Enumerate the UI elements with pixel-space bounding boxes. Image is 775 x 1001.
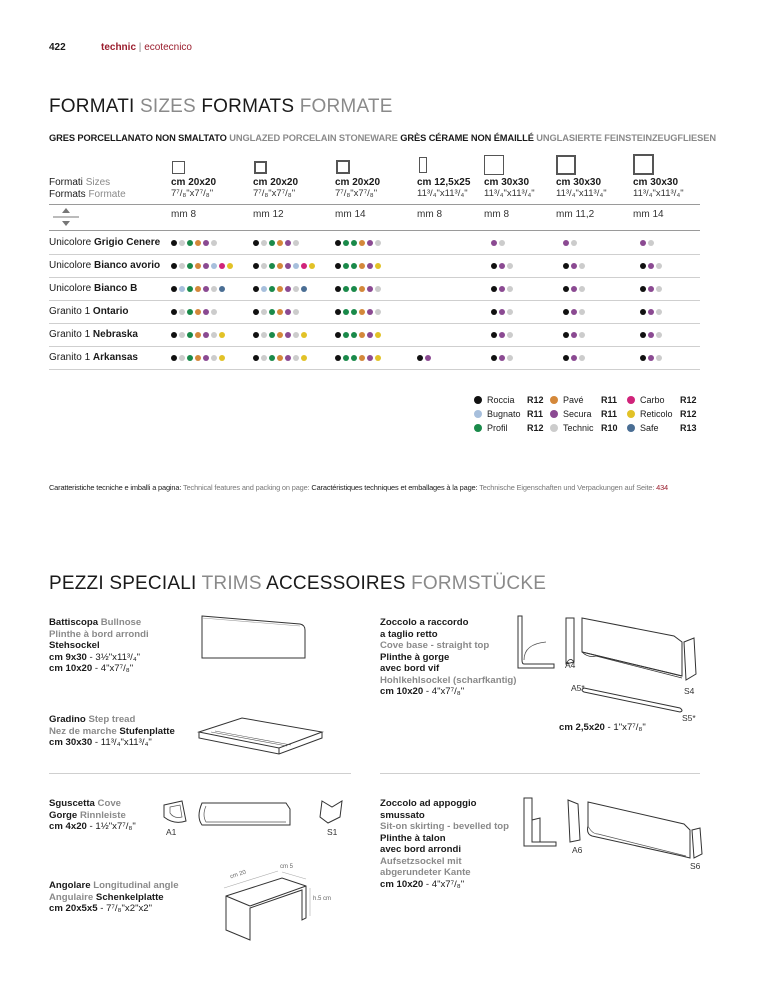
swatch-20x20-14 [336, 160, 350, 174]
finish-dot [563, 263, 569, 269]
longitudinal-angle-drawing [222, 870, 312, 942]
swatch-20x20-8 [172, 161, 185, 174]
finish-dots [640, 355, 662, 361]
finish-dots [171, 263, 233, 269]
finish-dots [640, 286, 662, 292]
finish-dot [179, 286, 185, 292]
finish-dot [359, 286, 365, 292]
finish-dot [640, 263, 646, 269]
row-divider [49, 346, 700, 347]
finish-dot [179, 309, 185, 315]
finish-dot [507, 355, 513, 361]
finish-dot [499, 286, 505, 292]
finish-dot [550, 396, 558, 404]
finish-dot [571, 355, 577, 361]
legend-item: Roccia R12 [474, 393, 544, 407]
code-a6: A6 [572, 845, 583, 855]
finish-dot [301, 263, 307, 269]
swatch-30x30-11 [556, 155, 576, 175]
finish-dot [309, 263, 315, 269]
format-column: cm 20x20 7⁷/₈"x7⁷/₈" mm 8 [171, 177, 217, 220]
finish-dot [491, 355, 497, 361]
finish-dot [187, 309, 193, 315]
trims-title: PEZZI SPECIALI TRIMS ACCESSOIRES FORMSTÜCKE [49, 573, 547, 594]
finish-dot [253, 355, 259, 361]
finish-dots [253, 355, 307, 361]
table-divider [49, 230, 700, 231]
finish-dots [491, 309, 513, 315]
finish-dot [195, 286, 201, 292]
finish-dot [219, 263, 225, 269]
finish-dot [203, 332, 209, 338]
finish-dots [563, 263, 585, 269]
finish-dot [277, 332, 283, 338]
finish-dot [499, 309, 505, 315]
finish-dots [335, 240, 381, 246]
finish-dot [293, 332, 299, 338]
step-tread-drawing [197, 710, 325, 760]
finish-dot [187, 355, 193, 361]
finish-dot [507, 332, 513, 338]
code-s5: S5* [682, 713, 696, 723]
finish-dots [253, 240, 299, 246]
finish-dot [261, 240, 267, 246]
finish-dot [563, 309, 569, 315]
finish-dot [563, 240, 569, 246]
finish-dot [301, 355, 307, 361]
format-column: cm 20x20 7⁷/₈"x7⁷/₈" mm 14 [335, 177, 381, 220]
finish-dots [563, 355, 585, 361]
finish-dot [301, 286, 307, 292]
finish-dot [474, 396, 482, 404]
finish-dot [195, 240, 201, 246]
finish-dot [269, 263, 275, 269]
finish-dot [179, 332, 185, 338]
finish-dot [571, 240, 577, 246]
finish-dot [563, 332, 569, 338]
finish-dots [563, 332, 585, 338]
legend-col-3 [627, 393, 697, 435]
finish-dots [640, 309, 662, 315]
finish-dots [253, 263, 315, 269]
swatch-30x30-8 [484, 155, 504, 175]
finish-dots [640, 240, 654, 246]
format-column: cm 20x20 7⁷/₈"x7⁷/₈" mm 12 [253, 177, 299, 220]
legend-item: Secura R11 [550, 407, 618, 421]
finish-dot [507, 286, 513, 292]
finish-dot [187, 263, 193, 269]
finish-dots [253, 332, 307, 338]
finish-dot [277, 286, 283, 292]
finish-dot [269, 355, 275, 361]
finish-dots [335, 286, 381, 292]
finish-dot [571, 309, 577, 315]
finish-dot [648, 240, 654, 246]
finish-dot [211, 240, 217, 246]
finish-dot [656, 309, 662, 315]
finish-dot [171, 263, 177, 269]
finish-dot [375, 263, 381, 269]
finish-dot [648, 355, 654, 361]
table-divider [49, 369, 700, 370]
finish-dot [269, 309, 275, 315]
finish-dot [359, 263, 365, 269]
finish-dot [417, 355, 423, 361]
finish-dot [171, 286, 177, 292]
finish-dot [425, 355, 431, 361]
technical-footnote: Caratteristiche tecniche e imballi a pagina: Technical features and packing on page: Caractéristiques techniques et emballages à la page: Technische Eigenschaften und Verpackungen auf Seite: 434 [49, 483, 669, 492]
cove-base-text: Zoccolo a raccordo a taglio retto Cove base - straight top Plinthe à gorge avec bord vif Hohlkehlsockel (scharfkantig) cm 10x20 - 4"x7⁷/₈" [380, 617, 517, 697]
finish-dot [293, 240, 299, 246]
finish-dot [474, 424, 482, 432]
row-divider [49, 277, 700, 278]
finish-dot [351, 286, 357, 292]
bullnose-drawing [198, 614, 308, 660]
finish-dot [563, 286, 569, 292]
finish-dot [219, 286, 225, 292]
swatch-12x25-8 [419, 157, 427, 173]
finish-dot [640, 286, 646, 292]
finish-dots [417, 355, 431, 361]
finish-dot [579, 332, 585, 338]
finish-dot [579, 355, 585, 361]
finish-dot [187, 332, 193, 338]
finish-dot [656, 286, 662, 292]
finish-dot [277, 355, 283, 361]
finish-dot [648, 286, 654, 292]
finish-dot [211, 309, 217, 315]
finish-dots [563, 309, 585, 315]
finish-dot [171, 355, 177, 361]
bullnose-text: Battiscopa Bullnose Plinthe à bord arrondi Stehsockel cm 9x30 - 3½"x11³/₄" cm 10x20 - 4"x7⁷/₈" [49, 617, 149, 674]
formats-title: FORMATI SIZES FORMATS FORMATE [49, 96, 393, 117]
finish-dot [375, 286, 381, 292]
finish-dot [171, 309, 177, 315]
legend-item: Technic R10 [550, 421, 618, 435]
finish-dot [375, 355, 381, 361]
finish-dot [499, 240, 505, 246]
finish-dot [269, 286, 275, 292]
finish-dot [203, 240, 209, 246]
row-divider [49, 323, 700, 324]
sit-on-skirting-text: Zoccolo ad appoggio smussato Sit-on skirting - bevelled top Plinthe à talon avec bord arrondi Aufsetzsockel mit abgerundeter Kante cm 10x20 - 4"x7⁷/₈" [380, 798, 509, 890]
legend-item: Carbo R12 [627, 393, 697, 407]
finish-dots [171, 309, 217, 315]
finish-dot [359, 332, 365, 338]
finish-dot [277, 263, 283, 269]
finish-dot [253, 309, 259, 315]
finish-dot [253, 286, 259, 292]
finish-dot [474, 410, 482, 418]
finish-dot [640, 355, 646, 361]
finish-dot [285, 332, 291, 338]
finish-dot [293, 309, 299, 315]
cove-text: Sguscetta Cove Gorge Rinnleiste cm 4x20 - 1½"x7⁷/₈" [49, 798, 136, 832]
finish-dot [203, 286, 209, 292]
finish-dot [343, 286, 349, 292]
finish-dot [211, 355, 217, 361]
finish-dot [293, 286, 299, 292]
finish-dot [179, 355, 185, 361]
sizes-header-label: Formati Sizes Formats Formate [49, 177, 126, 200]
code-a5: A5* [571, 683, 585, 693]
finish-dots [491, 355, 513, 361]
finish-dot [656, 263, 662, 269]
finish-dot [203, 355, 209, 361]
finish-dots [171, 286, 225, 292]
finish-dot [499, 355, 505, 361]
finish-dot [269, 332, 275, 338]
finish-dot [227, 263, 233, 269]
step-tread-text: Gradino Step tread Nez de marche Stufenplatte cm 30x30 - 11³/₄"x11³/₄" [49, 714, 175, 748]
finish-dots [335, 263, 381, 269]
finish-dot [491, 240, 497, 246]
finish-dots [640, 263, 662, 269]
finish-dot [491, 332, 497, 338]
thickness-icon [53, 208, 79, 226]
finish-dots [253, 286, 307, 292]
finish-dot [203, 263, 209, 269]
finish-dot [343, 309, 349, 315]
finish-dot [571, 263, 577, 269]
row-divider [49, 300, 700, 301]
finish-dot [367, 286, 373, 292]
finish-dot [253, 240, 259, 246]
finish-dot [656, 332, 662, 338]
section-divider [380, 773, 700, 774]
finish-dot [261, 309, 267, 315]
finish-dot [351, 263, 357, 269]
finish-dot [195, 355, 201, 361]
finish-dot [550, 410, 558, 418]
swatch-30x30-14 [633, 154, 654, 175]
finish-dot [343, 332, 349, 338]
finish-dot [253, 263, 259, 269]
finish-dot [351, 309, 357, 315]
finish-dot [277, 240, 283, 246]
finish-dot [203, 309, 209, 315]
page-number: 422 [49, 42, 66, 53]
finish-dot [648, 263, 654, 269]
finish-dot [335, 240, 341, 246]
legend-item: Reticolo R12 [627, 407, 697, 421]
finish-dot [627, 424, 635, 432]
finish-dot [293, 355, 299, 361]
finish-dots [335, 355, 381, 361]
format-column: cm 12,5x25 11³/₄"x11³/₄" mm 8 [417, 177, 471, 220]
finish-dot [367, 355, 373, 361]
finish-dot [359, 355, 365, 361]
code-a4: A4 [565, 660, 576, 670]
finish-dot [219, 355, 225, 361]
finish-dot [211, 286, 217, 292]
table-divider [49, 204, 700, 205]
finish-dot [335, 355, 341, 361]
finish-dot [343, 240, 349, 246]
strip-size-text: cm 2,5x20 - 1"x7⁷/₈" [559, 722, 646, 733]
finish-dot [171, 332, 177, 338]
format-column: cm 30x30 11³/₄"x11³/₄" mm 14 [633, 177, 684, 220]
finish-dot [491, 309, 497, 315]
finish-dot [375, 309, 381, 315]
product-name: Unicolore Bianco B [49, 283, 138, 294]
finish-dot [261, 286, 267, 292]
finish-dot [335, 286, 341, 292]
finish-dot [579, 263, 585, 269]
finish-dots [491, 332, 513, 338]
finish-dots [171, 240, 217, 246]
finish-dot [219, 332, 225, 338]
legend-item: Safe R13 [627, 421, 697, 435]
longitudinal-angle-text: Angolare Longitudinal angle Angulaire Schenkelplatte cm 20x5x5 - 7⁷/₈"x2"x2" [49, 880, 179, 914]
sit-on-skirting-drawing [522, 796, 712, 864]
finish-dot [187, 240, 193, 246]
finish-dot [571, 286, 577, 292]
finish-dot [507, 309, 513, 315]
finish-dots [171, 332, 225, 338]
finish-dot [550, 424, 558, 432]
finish-dot [269, 240, 275, 246]
finish-dots [253, 309, 299, 315]
finish-dot [335, 309, 341, 315]
finish-dot [351, 332, 357, 338]
finish-dot [640, 309, 646, 315]
finish-dot [195, 263, 201, 269]
finish-dot [285, 240, 291, 246]
finish-dot [367, 309, 373, 315]
product-name: Granito 1 Ontario [49, 306, 129, 317]
finish-dot [261, 332, 267, 338]
finish-dot [171, 240, 177, 246]
swatch-20x20-12 [254, 161, 267, 174]
finish-dot [627, 396, 635, 404]
legend-col-1 [474, 393, 544, 435]
finish-dot [335, 332, 341, 338]
finish-dot [335, 263, 341, 269]
finish-dot [507, 263, 513, 269]
finish-dot [301, 332, 307, 338]
finish-dot [367, 263, 373, 269]
finish-dot [491, 263, 497, 269]
finish-dot [571, 332, 577, 338]
code-s6: S6 [690, 861, 701, 871]
finish-dots [563, 286, 585, 292]
finish-dots [563, 240, 577, 246]
finish-dots [640, 332, 662, 338]
finish-dot [499, 263, 505, 269]
product-name: Unicolore Bianco avorio [49, 260, 161, 271]
product-name: Granito 1 Nebraska [49, 329, 138, 340]
dim-width: cm 5 [280, 864, 294, 870]
cove-drawing [160, 797, 350, 833]
finish-dot [359, 240, 365, 246]
finish-dot [285, 263, 291, 269]
finish-dot [579, 309, 585, 315]
finish-dot [285, 286, 291, 292]
format-column: cm 30x30 11³/₄"x11³/₄" mm 8 [484, 177, 535, 220]
finish-dot [563, 355, 569, 361]
finish-dot [277, 309, 283, 315]
legend-item: Profil R12 [474, 421, 544, 435]
finish-dot [261, 263, 267, 269]
finish-dot [261, 355, 267, 361]
finish-dot [195, 332, 201, 338]
formats-subtitle: GRES PORCELLANATO NON SMALTATO UNGLAZED PORCELAIN STONEWARE GRÈS CÉRAME NON ÉMAILLÉ UNGLASIERTE FEINSTEINZEUGFLIESEN [49, 133, 716, 143]
finish-dot [179, 240, 185, 246]
finish-dot [367, 332, 373, 338]
finish-dot [351, 355, 357, 361]
finish-dots [491, 286, 513, 292]
format-column: cm 30x30 11³/₄"x11³/₄" mm 11,2 [556, 177, 607, 220]
code-s1: S1 [327, 827, 338, 837]
finish-dot [375, 240, 381, 246]
legend-item: Bugnato R11 [474, 407, 544, 421]
product-name: Granito 1 Arkansas [49, 352, 138, 363]
dim-height: h.5 cm [313, 896, 332, 902]
finish-dot [648, 332, 654, 338]
finish-dot [195, 309, 201, 315]
legend-item: Pavé R11 [550, 393, 618, 407]
finish-dot [579, 286, 585, 292]
finish-dots [491, 240, 505, 246]
finish-dot [351, 240, 357, 246]
finish-dot [253, 332, 259, 338]
finish-dot [640, 240, 646, 246]
code-a1: A1 [166, 827, 177, 837]
finish-dots [491, 263, 513, 269]
finish-dot [648, 309, 654, 315]
finish-dots [171, 355, 225, 361]
finish-dot [211, 332, 217, 338]
finish-dot [285, 355, 291, 361]
finish-dot [187, 286, 193, 292]
finish-dot [293, 263, 299, 269]
finish-dot [656, 355, 662, 361]
finish-dot [367, 240, 373, 246]
product-name: Unicolore Grigio Cenere [49, 237, 161, 248]
dim-length: cm 20 [229, 869, 247, 881]
code-s4: S4 [684, 686, 695, 696]
row-divider [49, 254, 700, 255]
finish-dot [640, 332, 646, 338]
finish-dot [627, 410, 635, 418]
finish-dot [499, 332, 505, 338]
finish-dot [343, 355, 349, 361]
section-divider [49, 773, 351, 774]
finish-dot [179, 263, 185, 269]
finish-dot [285, 309, 291, 315]
legend-col-2 [550, 393, 618, 435]
finish-dots [335, 332, 381, 338]
finish-dot [375, 332, 381, 338]
finish-dot [211, 263, 217, 269]
finish-dot [491, 286, 497, 292]
finish-dot [343, 263, 349, 269]
brand-label: technic | ecotecnico [101, 42, 192, 53]
finish-dot [359, 309, 365, 315]
finish-dots [335, 309, 381, 315]
